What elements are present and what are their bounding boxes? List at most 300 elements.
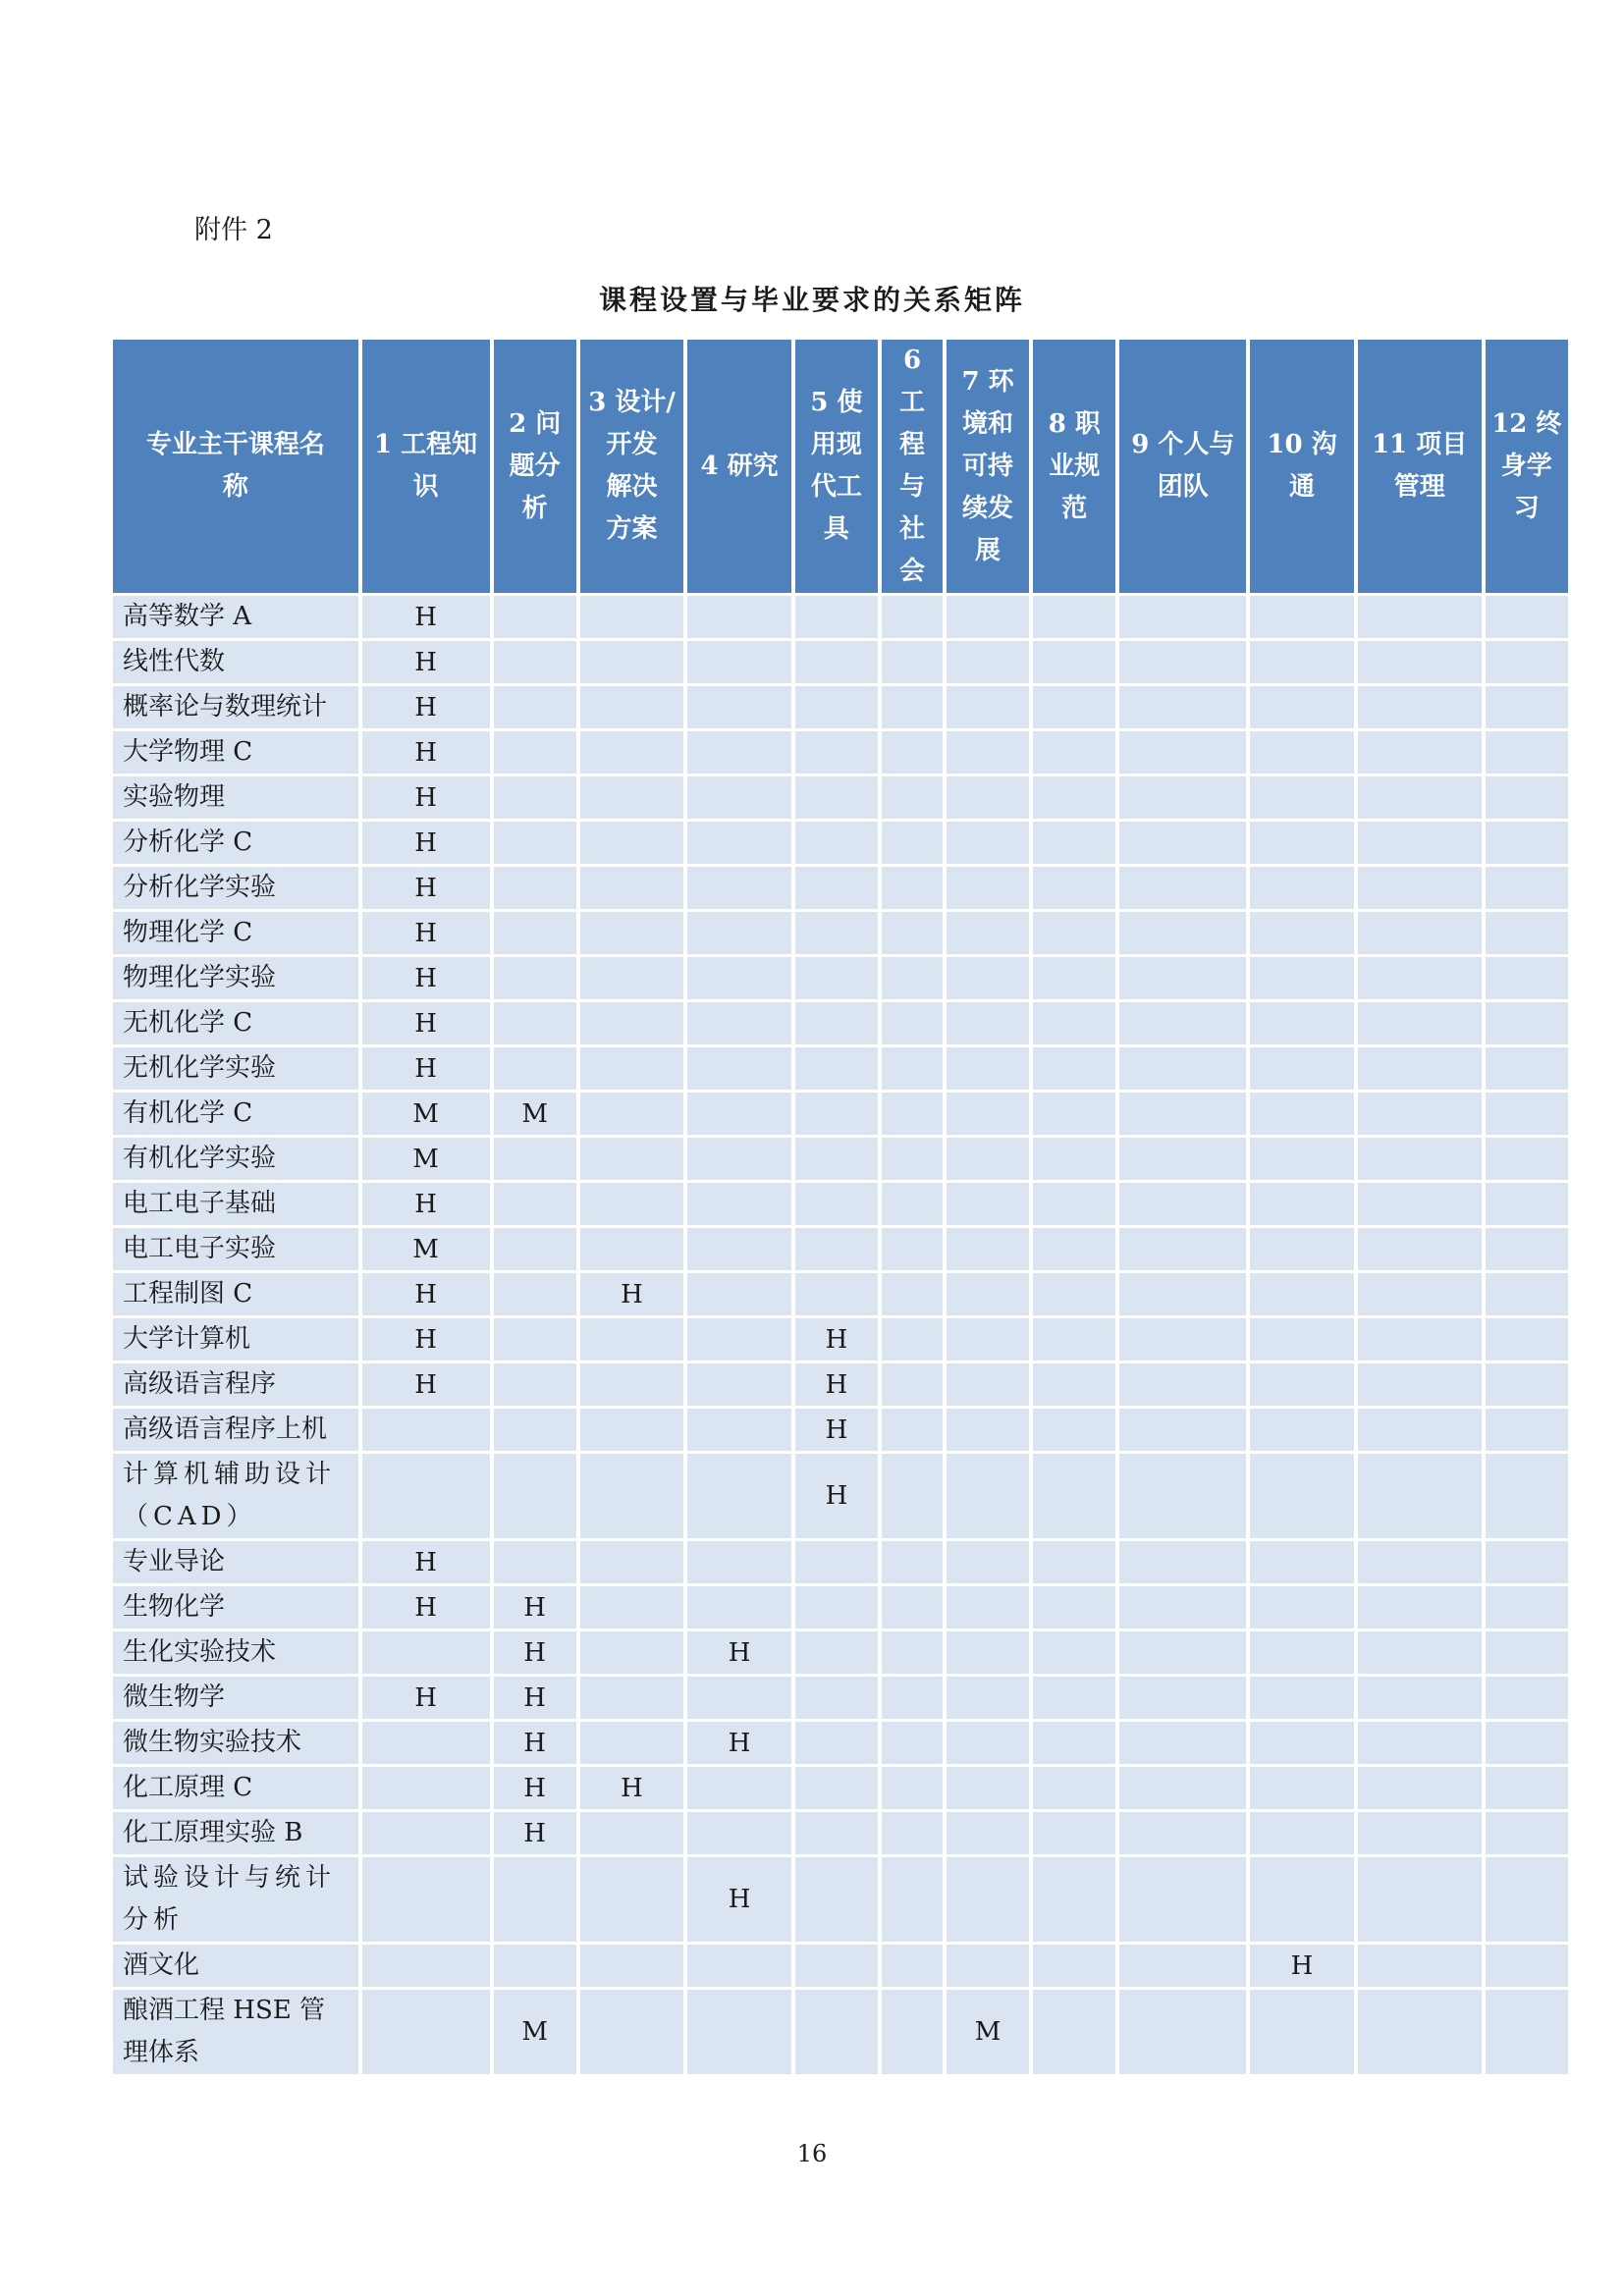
rating-cell [1033, 776, 1115, 819]
rating-cell [1358, 1586, 1482, 1629]
rating-cell [1119, 1677, 1246, 1719]
header-requirement-2: 2 问 题分 析 [494, 340, 576, 593]
header-requirement-9: 9 个人与 团队 [1119, 340, 1246, 593]
course-name-cell: 酒文化 [113, 1945, 358, 1987]
rating-cell [494, 1363, 576, 1406]
rating-cell [947, 1586, 1029, 1629]
rating-cell [1033, 957, 1115, 999]
rating-cell [1486, 1945, 1568, 1987]
rating-cell [882, 867, 943, 909]
rating-cell [362, 1812, 490, 1854]
rating-cell [1033, 1857, 1115, 1942]
table-row [113, 596, 1568, 638]
rating-cell [687, 867, 791, 909]
rating-cell [1358, 1093, 1482, 1135]
rating-cell [882, 1409, 943, 1451]
rating-cell [1033, 731, 1115, 774]
rating-cell [1250, 1409, 1354, 1451]
rating-cell [1033, 1677, 1115, 1719]
rating-cell [947, 1047, 1029, 1090]
rating-cell [1033, 1812, 1115, 1854]
rating-cell: M [494, 1093, 576, 1135]
rating-cell [1486, 686, 1568, 728]
rating-cell [494, 776, 576, 819]
rating-cell [947, 1228, 1029, 1270]
rating-cell [1119, 641, 1246, 683]
rating-cell: H [362, 1183, 490, 1225]
rating-cell [795, 776, 878, 819]
rating-cell [1119, 1409, 1246, 1451]
rating-cell [1250, 1812, 1354, 1854]
rating-cell [687, 912, 791, 954]
rating-cell [1250, 1541, 1354, 1583]
page-number: 16 [796, 2140, 828, 2167]
rating-cell [687, 1363, 791, 1406]
rating-cell [795, 1857, 878, 1942]
table-row [113, 1812, 1568, 1854]
rating-cell [1250, 822, 1354, 864]
rating-cell [882, 957, 943, 999]
rating-cell [1250, 596, 1354, 638]
header-requirement-1: 1 工程知 识 [362, 340, 490, 593]
rating-cell [1358, 1047, 1482, 1090]
rating-cell [1250, 1273, 1354, 1315]
rating-cell [1033, 1990, 1115, 2074]
rating-cell [947, 1857, 1029, 1942]
rating-cell: H [687, 1722, 791, 1764]
course-name-cell: 有机化学 C [113, 1093, 358, 1135]
rating-cell [882, 1093, 943, 1135]
rating-cell [1250, 867, 1354, 909]
rating-cell: H [362, 596, 490, 638]
rating-cell [1358, 641, 1482, 683]
rating-cell [1358, 822, 1482, 864]
rating-cell [687, 822, 791, 864]
rating-cell: H [580, 1273, 684, 1315]
rating-cell [947, 1409, 1029, 1451]
table-row [113, 1677, 1568, 1719]
rating-cell [1486, 1138, 1568, 1180]
rating-cell [1119, 1541, 1246, 1583]
rating-cell [1250, 1183, 1354, 1225]
rating-cell [687, 1183, 791, 1225]
table-row [113, 641, 1568, 683]
rating-cell [947, 596, 1029, 638]
rating-cell [947, 1631, 1029, 1674]
course-name-cell: 专业导论 [113, 1541, 358, 1583]
rating-cell [1358, 912, 1482, 954]
rating-cell: H [494, 1722, 576, 1764]
table-row [113, 1228, 1568, 1270]
rating-cell [882, 641, 943, 683]
rating-cell [1119, 1183, 1246, 1225]
rating-cell [882, 1722, 943, 1764]
rating-cell [1033, 1722, 1115, 1764]
rating-cell [1358, 1002, 1482, 1044]
course-name-cell: 实验物理 [113, 776, 358, 819]
rating-cell [795, 1586, 878, 1629]
rating-cell [687, 1990, 791, 2074]
course-name-cell: 大学计算机 [113, 1318, 358, 1361]
rating-cell: H [362, 1273, 490, 1315]
rating-cell [687, 686, 791, 728]
rating-cell [1033, 1767, 1115, 1809]
rating-cell: H [362, 686, 490, 728]
rating-cell [580, 1541, 684, 1583]
rating-cell [882, 912, 943, 954]
rating-cell [1033, 1047, 1115, 1090]
rating-cell [882, 1228, 943, 1270]
rating-cell [1119, 1631, 1246, 1674]
rating-cell [947, 957, 1029, 999]
rating-cell [1486, 1002, 1568, 1044]
rating-cell [1358, 1541, 1482, 1583]
rating-cell [494, 1183, 576, 1225]
rating-cell [1119, 1138, 1246, 1180]
rating-cell: H [687, 1631, 791, 1674]
rating-cell [687, 1586, 791, 1629]
rating-cell [580, 641, 684, 683]
table-row [113, 1990, 1568, 2074]
rating-cell [1486, 912, 1568, 954]
rating-cell [1119, 1318, 1246, 1361]
rating-cell [1358, 1183, 1482, 1225]
rating-cell [580, 1183, 684, 1225]
rating-cell [947, 1183, 1029, 1225]
course-name-cell: 酿酒工程 HSE 管理体系 [113, 1990, 358, 2074]
rating-cell [1119, 1002, 1246, 1044]
rating-cell: H [362, 1363, 490, 1406]
rating-cell [1033, 596, 1115, 638]
rating-cell [1033, 1454, 1115, 1538]
rating-cell [882, 1990, 943, 2074]
rating-cell [580, 1454, 684, 1538]
rating-cell [882, 686, 943, 728]
rating-cell [1486, 1183, 1568, 1225]
rating-cell [494, 1945, 576, 1987]
header-requirement-10: 10 沟 通 [1250, 340, 1354, 593]
rating-cell [1486, 822, 1568, 864]
rating-cell [1486, 731, 1568, 774]
rating-cell [1250, 1857, 1354, 1942]
rating-cell: M [494, 1990, 576, 2074]
rating-cell: M [362, 1228, 490, 1270]
rating-cell [494, 1454, 576, 1538]
header-requirement-3: 3 设计/ 开发 解决 方案 [580, 340, 684, 593]
rating-cell [947, 1138, 1029, 1180]
course-name-cell: 大学物理 C [113, 731, 358, 774]
rating-cell: H [362, 731, 490, 774]
rating-cell [580, 912, 684, 954]
rating-cell [1033, 1273, 1115, 1315]
rating-cell [947, 1541, 1029, 1583]
rating-cell [1033, 1631, 1115, 1674]
rating-cell [494, 1409, 576, 1451]
rating-cell: H [362, 1677, 490, 1719]
rating-cell [580, 686, 684, 728]
rating-cell [947, 686, 1029, 728]
rating-cell [795, 912, 878, 954]
rating-cell [687, 1138, 791, 1180]
rating-cell [947, 822, 1029, 864]
rating-cell: H [362, 822, 490, 864]
rating-cell: H [362, 867, 490, 909]
rating-cell [795, 1228, 878, 1270]
rating-cell [795, 1138, 878, 1180]
table-row [113, 1318, 1568, 1361]
rating-cell [494, 957, 576, 999]
rating-cell [1486, 1722, 1568, 1764]
rating-cell [1358, 1812, 1482, 1854]
rating-cell [1486, 1990, 1568, 2074]
rating-cell [1486, 776, 1568, 819]
rating-cell [362, 1454, 490, 1538]
course-name-cell: 无机化学 C [113, 1002, 358, 1044]
rating-cell: H [494, 1677, 576, 1719]
rating-cell [1486, 596, 1568, 638]
rating-cell: H [362, 1047, 490, 1090]
rating-cell [494, 1002, 576, 1044]
rating-cell [882, 1767, 943, 1809]
rating-cell [580, 1409, 684, 1451]
course-name-cell: 微生物学 [113, 1677, 358, 1719]
rating-cell [1250, 1318, 1354, 1361]
rating-cell [882, 1318, 943, 1361]
rating-cell [882, 731, 943, 774]
rating-cell [1358, 867, 1482, 909]
rating-cell [1358, 1409, 1482, 1451]
rating-cell [882, 1002, 943, 1044]
rating-cell [1033, 1586, 1115, 1629]
rating-cell [947, 1722, 1029, 1764]
rating-cell [1250, 731, 1354, 774]
rating-cell [494, 731, 576, 774]
table-row [113, 1631, 1568, 1674]
rating-cell [1119, 1228, 1246, 1270]
rating-cell [795, 1093, 878, 1135]
rating-cell [1486, 1541, 1568, 1583]
table-row [113, 686, 1568, 728]
rating-cell [580, 1002, 684, 1044]
rating-cell [1358, 1945, 1482, 1987]
header-requirement-7: 7 环 境和 可持 续发 展 [947, 340, 1029, 593]
rating-cell [362, 1990, 490, 2074]
relationship-matrix-table [109, 337, 1572, 2077]
rating-cell [1358, 1990, 1482, 2074]
rating-cell: H [494, 1812, 576, 1854]
course-name-cell: 生化实验技术 [113, 1631, 358, 1674]
rating-cell [687, 1409, 791, 1451]
rating-cell [1358, 1318, 1482, 1361]
rating-cell [687, 641, 791, 683]
rating-cell [795, 641, 878, 683]
rating-cell [687, 1318, 791, 1361]
rating-cell [580, 1812, 684, 1854]
rating-cell [1119, 1047, 1246, 1090]
rating-cell [1486, 1454, 1568, 1538]
rating-cell [1033, 686, 1115, 728]
table-row [113, 912, 1568, 954]
course-name-cell: 物理化学实验 [113, 957, 358, 999]
rating-cell [1358, 1677, 1482, 1719]
rating-cell [1486, 1409, 1568, 1451]
rating-cell: H [795, 1409, 878, 1451]
rating-cell [580, 1990, 684, 2074]
table-row [113, 1093, 1568, 1135]
rating-cell [882, 1541, 943, 1583]
rating-cell [1250, 1363, 1354, 1406]
rating-cell [687, 731, 791, 774]
course-name-cell: 高级语言程序 [113, 1363, 358, 1406]
rating-cell [795, 1812, 878, 1854]
rating-cell: H [795, 1454, 878, 1538]
rating-cell [580, 1093, 684, 1135]
rating-cell [362, 1945, 490, 1987]
course-name-cell: 分析化学 C [113, 822, 358, 864]
course-name-cell: 生物化学 [113, 1586, 358, 1629]
rating-cell [580, 1047, 684, 1090]
rating-cell [795, 1990, 878, 2074]
rating-cell [1119, 1945, 1246, 1987]
rating-cell [1033, 1138, 1115, 1180]
rating-cell [687, 1541, 791, 1583]
rating-cell [580, 1138, 684, 1180]
rating-cell [1033, 1228, 1115, 1270]
rating-cell [687, 1945, 791, 1987]
course-name-cell: 高等数学 A [113, 596, 358, 638]
rating-cell: H [687, 1857, 791, 1942]
rating-cell [1119, 731, 1246, 774]
rating-cell [1033, 1318, 1115, 1361]
rating-cell [882, 1945, 943, 1987]
rating-cell [580, 731, 684, 774]
course-name-cell: 高级语言程序上机 [113, 1409, 358, 1451]
rating-cell [1358, 731, 1482, 774]
course-name-cell: 电工电子实验 [113, 1228, 358, 1270]
rating-cell [1250, 1767, 1354, 1809]
rating-cell [882, 776, 943, 819]
rating-cell [1033, 641, 1115, 683]
rating-cell [1119, 1990, 1246, 2074]
rating-cell [494, 1138, 576, 1180]
rating-cell [1358, 1722, 1482, 1764]
rating-cell [1486, 641, 1568, 683]
rating-cell [1486, 1047, 1568, 1090]
header-requirement-6: 6 工 程 与 社 会 [882, 340, 943, 593]
rating-cell [1119, 686, 1246, 728]
rating-cell [1486, 1767, 1568, 1809]
rating-cell [687, 1454, 791, 1538]
rating-cell [1486, 1318, 1568, 1361]
rating-cell [1250, 1047, 1354, 1090]
rating-cell [1486, 1857, 1568, 1942]
rating-cell: H [1250, 1945, 1354, 1987]
table-row [113, 1857, 1568, 1942]
rating-cell [1358, 1454, 1482, 1538]
rating-cell [947, 1273, 1029, 1315]
rating-cell [947, 1093, 1029, 1135]
header-course-name: 专业主干课程名 称 [113, 340, 358, 593]
course-name-cell: 计算机辅助设计（CAD） [113, 1454, 358, 1538]
rating-cell [795, 1767, 878, 1809]
rating-cell [687, 957, 791, 999]
rating-cell [1033, 1093, 1115, 1135]
rating-cell [494, 596, 576, 638]
rating-cell [795, 731, 878, 774]
rating-cell [687, 1047, 791, 1090]
rating-cell [882, 1586, 943, 1629]
header-requirement-12: 12 终 身学 习 [1486, 340, 1568, 593]
course-name-cell: 化工原理实验 B [113, 1812, 358, 1854]
rating-cell [1358, 1767, 1482, 1809]
rating-cell [1119, 822, 1246, 864]
rating-cell [795, 1273, 878, 1315]
rating-cell [1250, 912, 1354, 954]
rating-cell [795, 957, 878, 999]
rating-cell [580, 1857, 684, 1942]
rating-cell [580, 1945, 684, 1987]
table-row [113, 1047, 1568, 1090]
rating-cell [362, 1767, 490, 1809]
rating-cell [947, 1318, 1029, 1361]
rating-cell: H [494, 1586, 576, 1629]
rating-cell [1250, 1228, 1354, 1270]
rating-cell [1033, 1183, 1115, 1225]
rating-cell [580, 1722, 684, 1764]
rating-cell [795, 1722, 878, 1764]
table-row [113, 1541, 1568, 1583]
rating-cell [494, 1273, 576, 1315]
rating-cell: H [795, 1363, 878, 1406]
rating-cell [494, 1047, 576, 1090]
rating-cell [580, 596, 684, 638]
rating-cell [882, 1138, 943, 1180]
rating-cell [1119, 776, 1246, 819]
rating-cell: H [362, 776, 490, 819]
rating-cell [882, 1273, 943, 1315]
course-name-cell: 试验设计与统计分析 [113, 1857, 358, 1942]
rating-cell [1119, 1812, 1246, 1854]
rating-cell [1250, 776, 1354, 819]
rating-cell: H [362, 641, 490, 683]
rating-cell [1119, 1363, 1246, 1406]
rating-cell: M [362, 1093, 490, 1135]
rating-cell [1250, 1722, 1354, 1764]
rating-cell [882, 1857, 943, 1942]
rating-cell [1486, 1228, 1568, 1270]
rating-cell [687, 596, 791, 638]
course-name-cell: 物理化学 C [113, 912, 358, 954]
rating-cell [1486, 1677, 1568, 1719]
header-requirement-11: 11 项目 管理 [1358, 340, 1482, 593]
rating-cell [947, 1363, 1029, 1406]
rating-cell: M [362, 1138, 490, 1180]
rating-cell [1119, 1454, 1246, 1538]
rating-cell [1486, 1631, 1568, 1674]
rating-cell [947, 1454, 1029, 1538]
course-name-cell: 化工原理 C [113, 1767, 358, 1809]
rating-cell [1358, 596, 1482, 638]
header-requirement-8: 8 职 业规 范 [1033, 340, 1115, 593]
rating-cell [1033, 912, 1115, 954]
table-row [113, 731, 1568, 774]
rating-cell [580, 1363, 684, 1406]
rating-cell [1119, 957, 1246, 999]
rating-cell [1358, 1228, 1482, 1270]
rating-cell [1033, 822, 1115, 864]
rating-cell [1250, 1138, 1354, 1180]
rating-cell [1358, 1363, 1482, 1406]
